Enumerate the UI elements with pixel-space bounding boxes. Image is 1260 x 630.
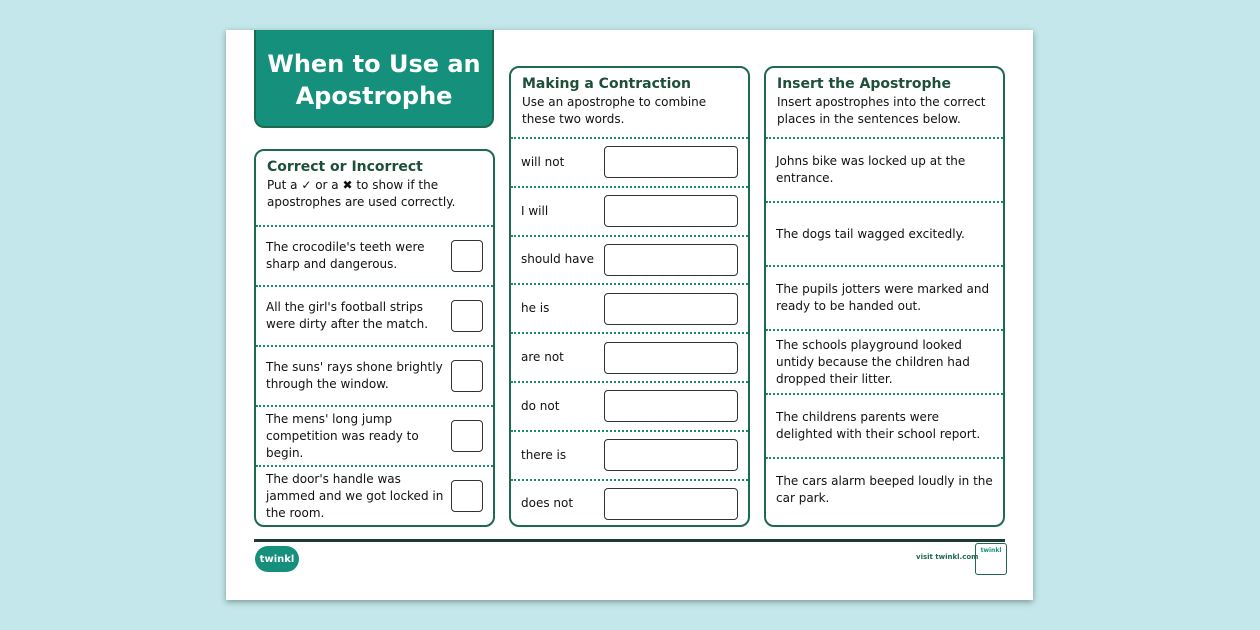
list-item bbox=[766, 265, 1003, 329]
cross-icon: ✖ bbox=[342, 178, 353, 192]
answer-input[interactable] bbox=[604, 244, 738, 276]
item-text: Johns bike was locked up at the entrance. bbox=[776, 154, 966, 185]
item-text: does not bbox=[521, 496, 574, 511]
list-item bbox=[511, 430, 748, 479]
check-icon: ✓ bbox=[301, 178, 312, 192]
answer-input[interactable] bbox=[604, 293, 738, 325]
list-item bbox=[511, 235, 748, 284]
list-item bbox=[766, 201, 1003, 265]
list-item bbox=[511, 186, 748, 235]
list-item bbox=[256, 225, 493, 285]
list-item bbox=[511, 479, 748, 527]
footer-divider bbox=[254, 539, 1005, 542]
item-text: All the girl's football strips were dirty after the match. bbox=[266, 300, 429, 331]
list-item bbox=[766, 393, 1003, 457]
answer-input[interactable] bbox=[604, 488, 738, 520]
list-item bbox=[511, 137, 748, 186]
item-text: he is bbox=[521, 301, 550, 316]
list-item bbox=[256, 405, 493, 465]
item-text: should have bbox=[521, 252, 595, 267]
panel-instructions: Put a ✓ or a ✖ to show if the apostrophes are used correctly. bbox=[267, 178, 456, 209]
list-item bbox=[511, 332, 748, 381]
panel-heading: Making a Contraction bbox=[522, 76, 691, 92]
item-text: The childrens parents were delighted with their school report. bbox=[776, 410, 981, 441]
making-contraction-panel bbox=[509, 66, 750, 527]
answer-checkbox[interactable] bbox=[451, 240, 483, 272]
answer-input[interactable] bbox=[604, 146, 738, 178]
correct-or-incorrect-panel bbox=[254, 149, 495, 527]
list-item bbox=[511, 283, 748, 332]
item-text: The dogs tail wagged excitedly. bbox=[776, 226, 965, 241]
list-item bbox=[256, 345, 493, 405]
answer-checkbox[interactable] bbox=[451, 420, 483, 452]
answer-checkbox[interactable] bbox=[451, 360, 483, 392]
answer-checkbox[interactable] bbox=[451, 480, 483, 512]
twinkl-logo: twinkl bbox=[255, 546, 299, 572]
panel-heading: Correct or Incorrect bbox=[267, 159, 423, 175]
answer-checkbox[interactable] bbox=[451, 300, 483, 332]
insert-apostrophe-panel bbox=[764, 66, 1005, 527]
item-text: The crocodile's teeth were sharp and dangerous. bbox=[266, 240, 425, 271]
list-item bbox=[256, 285, 493, 345]
item-text: do not bbox=[521, 398, 560, 413]
item-text: The cars alarm beeped loudly in the car park. bbox=[776, 474, 993, 505]
panel-instructions: Insert apostrophes into the correct places in the sentences below. bbox=[777, 95, 986, 126]
visit-link[interactable]: visit twinkl.com bbox=[916, 553, 979, 561]
item-text: will not bbox=[521, 154, 565, 169]
item-text: The pupils jotters were marked and ready to be handed out. bbox=[776, 282, 990, 313]
item-text: The suns' rays shone brightly through the window. bbox=[266, 360, 443, 391]
panel-heading: Insert the Apostrophe bbox=[777, 76, 952, 92]
list-item bbox=[766, 329, 1003, 393]
item-text: The door's handle was jammed and we got locked in the room. bbox=[266, 471, 444, 520]
item-text: are not bbox=[521, 350, 564, 365]
list-item bbox=[766, 137, 1003, 201]
quality-badge: twinkl bbox=[975, 543, 1007, 575]
item-text: there is bbox=[521, 447, 567, 462]
answer-input[interactable] bbox=[604, 439, 738, 471]
answer-input[interactable] bbox=[604, 390, 738, 422]
answer-input[interactable] bbox=[604, 342, 738, 374]
answer-input[interactable] bbox=[604, 195, 738, 227]
list-item bbox=[511, 381, 748, 430]
item-text: I will bbox=[521, 203, 549, 218]
page-title: When to Use an Apostrophe bbox=[254, 30, 494, 128]
panel-instructions: Use an apostrophe to combine these two words. bbox=[522, 95, 707, 126]
list-item bbox=[766, 457, 1003, 521]
item-text: The mens' long jump competition was ready to begin. bbox=[266, 411, 419, 460]
item-text: The schools playground looked untidy because the children had dropped their litter. bbox=[776, 337, 970, 386]
worksheet bbox=[226, 30, 1033, 600]
list-item bbox=[256, 465, 493, 525]
